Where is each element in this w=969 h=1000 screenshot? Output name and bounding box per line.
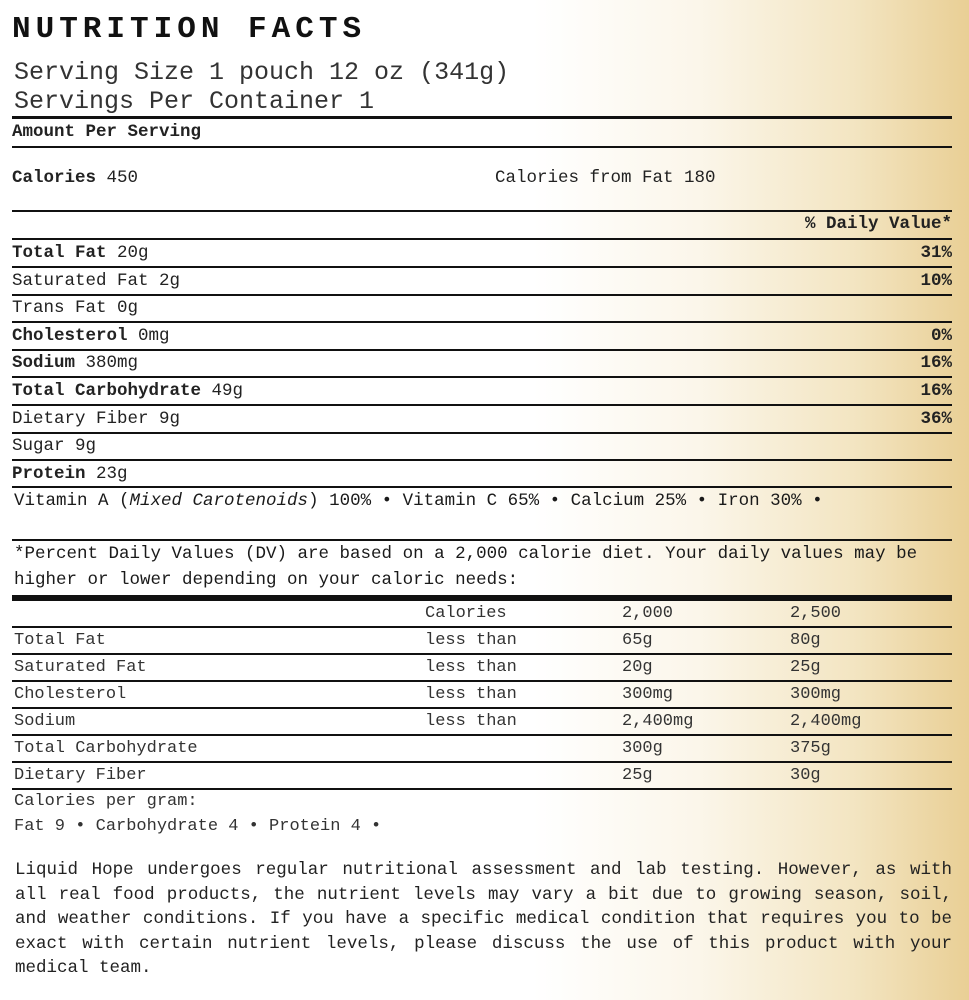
dv-table-cell: Saturated Fat [14,658,147,677]
calories-row [12,165,952,191]
dv-table-cell: 375g [790,739,831,758]
nutrient-dv: 16% [920,381,952,401]
dv-table-row [12,627,952,654]
dv-table-cell: Cholesterol [14,685,127,704]
serving-size: Serving Size 1 pouch 12 oz (341g) [14,58,510,87]
dv-table-cell: less than [425,712,517,731]
dv-table-row [12,654,952,681]
nutrient-dv: 36% [920,408,952,429]
disclaimer-text: Liquid Hope undergoes regular nutritional assessment and lab testing. However, as with all real food products, the nutrient levels may vary a bit due to growing season, soil, and weather conditions. If you have a specific medical condition that requires you to be exact with certain nutrient levels, please discuss the use of this product with your medical team. [15,860,952,978]
dv-table-row [12,762,952,789]
nutrient-dv: 10% [920,270,952,291]
dv-table-cell: Calories [425,604,507,623]
dv-table-cell: 65g [622,631,653,650]
nutrient-amount: 0g [117,298,139,319]
nutrient-amount: 9g [75,436,97,457]
nutrient-amount: 380mg [85,353,139,374]
amount-per-serving: Amount Per Serving [12,122,202,142]
dv-table-cell: 2,500 [790,604,842,623]
dv-table-cell: less than [425,658,517,677]
nutrient-row [12,240,952,266]
nutrient-label: Cholesterol [12,325,128,346]
calories-per-gram: Fat 9 • Carbohydrate 4 • Protein 4 • [14,817,382,836]
nutrient-row [12,323,952,349]
nutrient-row [12,295,952,321]
dv-table-cell: 2,000 [622,604,674,623]
nutrient-row [12,378,952,404]
dv-table-cell: Total Carbohydrate [14,739,198,758]
nutrient-amount: 20g [117,243,149,263]
nutrient-dv: 16% [920,353,952,374]
nutrient-row [12,268,952,294]
dv-table-cell: 300mg [790,685,842,704]
dv-table-cell: 25g [622,766,653,785]
nutrient-amount: 49g [211,381,244,401]
nutrient-amount: 23g [96,463,128,484]
nutrient-row [12,406,952,432]
nutrient-label: Protein [12,463,86,484]
dv-table-cell: 30g [790,766,821,785]
nutrient-label: Saturated Fat [12,270,149,291]
dv-table-row [12,681,952,708]
nutrient-dv: 31% [920,243,952,263]
daily-value-header: % Daily Value* [804,214,952,234]
nutrient-amount: 0mg [138,325,170,346]
dv-table-row [12,735,952,762]
divider [12,146,952,148]
servings-per-container: Servings Per Container 1 [14,87,375,116]
dv-table-cell: 20g [622,658,653,677]
nutrient-row [12,350,952,376]
footnote: *Percent Daily Values (DV) are based on a 2,000 calorie diet. Your daily values may be higher or lower depending on your caloric needs: [14,544,918,590]
nutrient-dv: 0% [930,325,952,346]
label-title: NUTRITION FACTS [12,12,367,47]
dv-table-cell: Total Fat [14,631,106,650]
nutrient-row [12,433,952,459]
nutrient-amount: 9g [159,408,181,429]
nutrient-label: Sugar [12,436,65,457]
nutrient-amount: 2g [159,270,181,291]
dv-table-header [12,600,952,627]
dv-table-cell: 300mg [622,685,674,704]
dv-table-cell: 300g [622,739,663,758]
calories-label: Calories [12,168,97,188]
dv-table-row [12,708,952,735]
nutrient-label: Trans Fat [12,298,107,319]
nutrient-label: Total Carbohydrate [12,381,202,401]
nutrient-label: Dietary Fiber [12,408,149,429]
calories-per-gram-label: Calories per gram: [14,792,198,811]
dv-table-cell: 25g [790,658,821,677]
dv-table-cell: 2,400mg [622,712,694,731]
vitamins-minerals: Vitamin A (Mixed Carotenoids) 100% • Vitamin C 65% • Calcium 25% • Iron 30% • [14,491,823,511]
nutrient-label: Total Fat [12,243,107,263]
dv-table-cell: 80g [790,631,821,650]
dv-table-cell: 2,400mg [790,712,862,731]
calories-value: 450 [106,168,139,188]
nutrient-row [12,461,952,487]
dv-table-cell: less than [425,631,517,650]
dv-table-cell: less than [425,685,517,704]
dv-table-cell: Dietary Fiber [14,766,147,785]
calories-from-fat: Calories from Fat 180 [495,168,716,188]
dv-table-cell: Sodium [14,712,76,731]
nutrient-label: Sodium [12,353,76,374]
